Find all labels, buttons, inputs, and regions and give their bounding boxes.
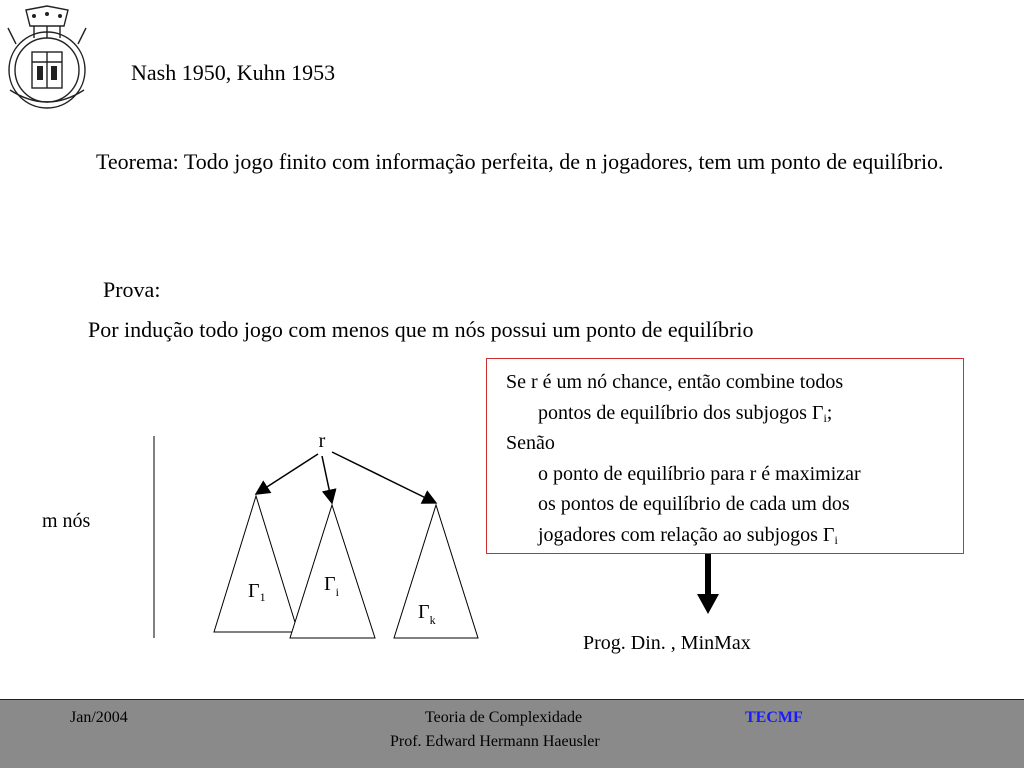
note-line-1: Se r é um nó chance, então combine todos	[506, 371, 844, 393]
subgame-k-label: $\Gamma_k$	[418, 601, 436, 627]
subgame-k-triangle	[394, 505, 478, 638]
note-line-4: o ponto de equilíbrio para r é maximizar	[538, 462, 861, 485]
edge-to-subgame-i	[322, 456, 332, 503]
proof-label: Prova:	[103, 277, 161, 302]
note-line-3: Senão	[506, 432, 555, 455]
footer-brand: TECMF	[745, 709, 803, 726]
edge-to-subgame-k	[332, 452, 436, 503]
university-crest-icon	[4, 4, 90, 116]
arrow-down-icon	[690, 554, 726, 616]
note-line-5: os pontos de equilíbrio de cada um dos	[538, 493, 850, 516]
edge-to-subgame-1	[256, 454, 318, 494]
size-label: m nós	[42, 510, 91, 532]
subgame-i-triangle	[290, 505, 375, 638]
game-tree-diagram	[0, 420, 520, 650]
slide-heading: Nash 1950, Kuhn 1953	[131, 60, 336, 85]
result-label: Prog. Din. , MinMax	[583, 632, 751, 654]
slide-footer	[0, 699, 1024, 768]
theorem-text: Teorema: Todo jogo finito com informação perfeita, de n jogadores, tem um ponto de equilíbrio.	[96, 149, 944, 174]
proof-note-box	[486, 358, 964, 554]
root-label: r	[318, 430, 326, 452]
subgame-i-label: $\Gamma_i$	[324, 573, 339, 599]
subgame-1-triangle	[214, 496, 298, 632]
note-line-6: jogadores com relação ao subjogos $\Gamma_i$	[538, 523, 838, 547]
footer-date: Jan/2004	[70, 709, 128, 726]
induction-statement: Por indução todo jogo com menos que m nós possui um ponto de equilíbrio	[88, 317, 754, 342]
note-line-2: pontos de equilíbrio dos subjogos $\Gamma_i$;	[538, 401, 833, 425]
footer-course-title: Teoria de Complexidade	[425, 709, 583, 726]
footer-author: Prof. Edward Hermann Haeusler	[390, 733, 600, 750]
subgame-1-label: $\Gamma_1$	[248, 580, 266, 604]
